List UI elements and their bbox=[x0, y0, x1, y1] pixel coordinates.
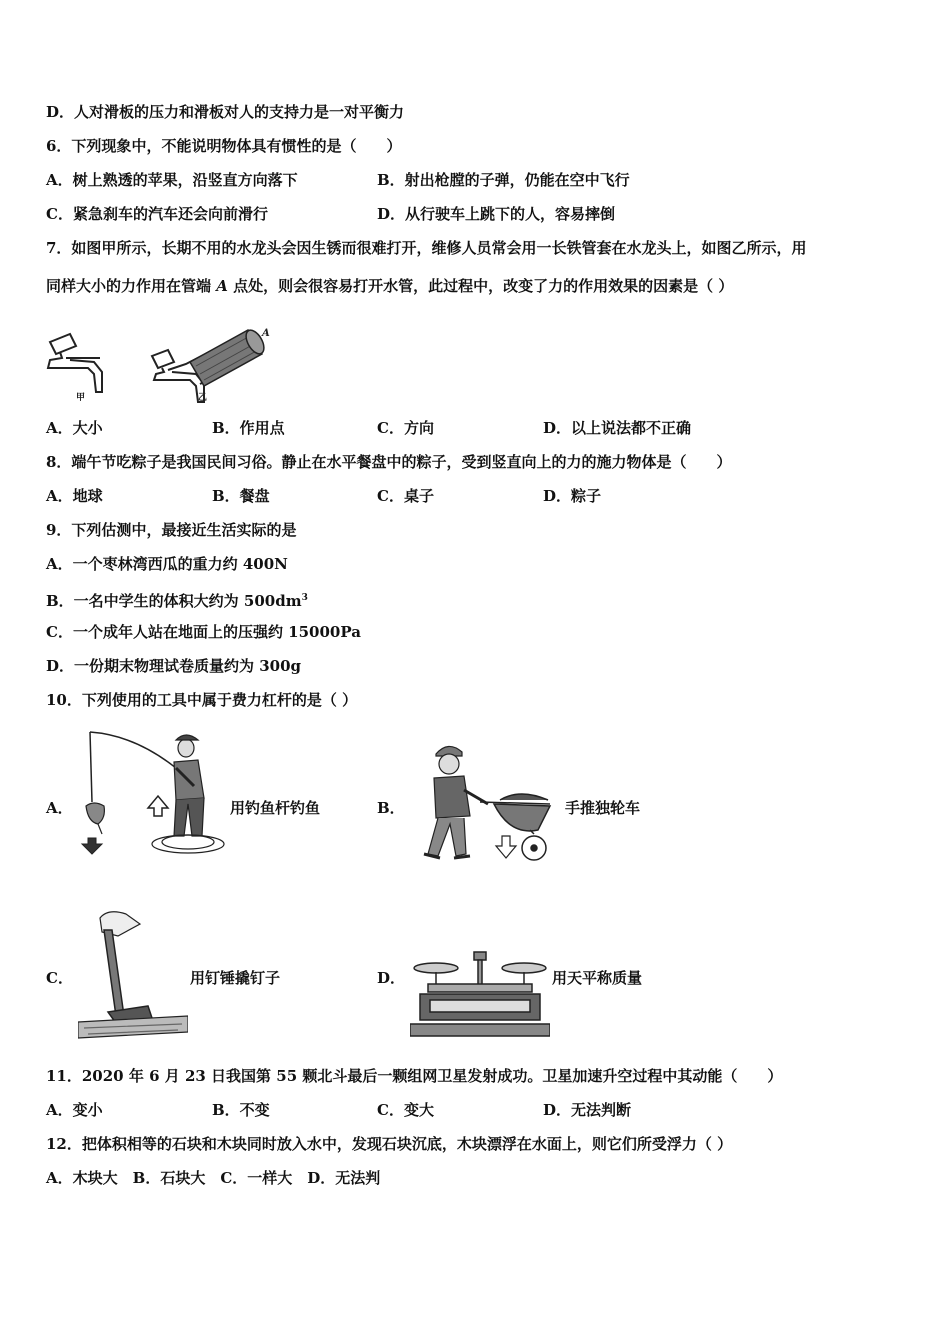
q7-stem-line1: 7．如图甲所示，长期不用的水龙头会因生锈而很难打开，维修人员常会用一长铁管套在水龙头上，如图乙所示，用 bbox=[46, 239, 807, 257]
wheelbarrow-figure bbox=[410, 738, 560, 866]
q6-option-a: A．树上熟透的苹果，沿竖直方向落下 bbox=[46, 171, 298, 189]
q7-option-c: C．方向 bbox=[377, 419, 434, 437]
q7-option-b: B．作用点 bbox=[212, 419, 285, 437]
q10-option-d-letter: D． bbox=[377, 969, 406, 987]
q9-option-b-superscript: 3 bbox=[301, 593, 308, 603]
fish-drawing bbox=[86, 803, 104, 834]
q6-option-d: D．从行驶车上跳下的人，容易摔倒 bbox=[377, 205, 616, 223]
q6-option-b: B．射出枪膛的子弹，仍能在空中飞行 bbox=[377, 171, 630, 189]
worker-drawing bbox=[424, 746, 488, 858]
board-drawing bbox=[78, 1016, 188, 1038]
q6-option-c: C．紧急刹车的汽车还会向前滑行 bbox=[46, 205, 268, 223]
fisherman-drawing bbox=[152, 735, 224, 853]
label-yi: 乙 bbox=[198, 393, 208, 403]
claw-hammer-figure bbox=[78, 908, 188, 1042]
q7-stem-part-a: 同样大小的力作用在管端 bbox=[46, 277, 217, 295]
q11-option-a: A．变小 bbox=[46, 1101, 103, 1119]
q9-stem: 9．下列估测中，最接近生活实际的是 bbox=[46, 521, 297, 539]
wheelbarrow-drawing bbox=[480, 794, 550, 860]
q8-option-b: B．餐盘 bbox=[212, 487, 270, 505]
q12-stem: 12．把体积相等的石块和木块同时放入水中，发现石块沉底，木块漂浮在水面上，则它们所受浮力（ ） bbox=[46, 1135, 733, 1153]
fishing-rod-figure bbox=[76, 726, 226, 856]
hammer-drawing bbox=[104, 930, 152, 1026]
q7-point-a-var: A bbox=[216, 277, 228, 295]
q10-stem: 10．下列使用的工具中属于费力杠杆的是（ ） bbox=[46, 691, 358, 709]
q9-option-a: A．一个枣林湾西瓜的重力约 400N bbox=[46, 555, 288, 573]
q5-option-d: D．人对滑板的压力和滑板对人的支持力是一对平衡力 bbox=[46, 103, 405, 121]
up-arrow-icon bbox=[148, 796, 168, 816]
balance-scale-figure bbox=[410, 950, 550, 1042]
q9-option-c: C．一个成年人站在地面上的压强约 15000Pa bbox=[46, 623, 361, 641]
q8-option-d: D．粽子 bbox=[543, 487, 602, 505]
q9-option-b-line bbox=[46, 588, 308, 611]
q7-faucet-figure bbox=[40, 312, 280, 404]
q7-option-a: A．大小 bbox=[46, 419, 103, 437]
q7-stem-line2 bbox=[46, 276, 733, 296]
q10-option-c-text: 用钉锤撬钉子 bbox=[190, 969, 281, 987]
q7-option-d: D．以上说法都不正确 bbox=[543, 419, 692, 437]
iron-pipe-drawing bbox=[190, 327, 268, 386]
label-point-a: A bbox=[262, 328, 270, 339]
q10-option-b-text: 手推独轮车 bbox=[565, 799, 641, 817]
q9-option-d: D．一份期末物理试卷质量约为 300g bbox=[46, 657, 302, 675]
q10-option-d-text: 用天平称质量 bbox=[552, 969, 643, 987]
q11-option-d: D．无法判断 bbox=[543, 1101, 632, 1119]
q10-option-c-letter: C． bbox=[46, 969, 73, 987]
label-jia: 甲 bbox=[76, 393, 86, 403]
balance-scale-drawing bbox=[410, 952, 550, 1036]
q11-stem: 11．2020 年 6 月 23 日我国第 55 颗北斗最后一颗组网卫星发射成功。卫星加速升空过程中其动能（ ） bbox=[46, 1067, 783, 1085]
q9-option-b: B．一名中学生的体积大约为 500dm bbox=[46, 592, 302, 610]
q8-stem: 8．端午节吃粽子是我国民间习俗。静止在水平餐盘中的粽子，受到竖直向上的力的施力物体是（ ） bbox=[46, 453, 732, 471]
q10-option-b-letter: B． bbox=[377, 799, 405, 817]
q11-option-b: B．不变 bbox=[212, 1101, 270, 1119]
q8-option-a: A．地球 bbox=[46, 487, 103, 505]
q7-stem-part-b: 点处，则会很容易打开水管，此过程中，改变了力的作用效果的因素是（ ） bbox=[227, 277, 734, 295]
faucet-jia-drawing bbox=[48, 334, 102, 392]
down-arrow-icon bbox=[496, 836, 516, 858]
down-arrow-icon bbox=[82, 838, 102, 854]
q10-option-a-letter: A． bbox=[46, 799, 73, 817]
q11-option-c: C．变大 bbox=[377, 1101, 434, 1119]
q6-stem: 6．下列现象中，不能说明物体具有惯性的是（ ） bbox=[46, 137, 402, 155]
q12-options: A．木块大 B．石块大 C．一样大 D．无法判 bbox=[46, 1169, 381, 1187]
q10-option-a-text: 用钓鱼杆钓鱼 bbox=[230, 799, 321, 817]
q8-option-c: C．桌子 bbox=[377, 487, 434, 505]
